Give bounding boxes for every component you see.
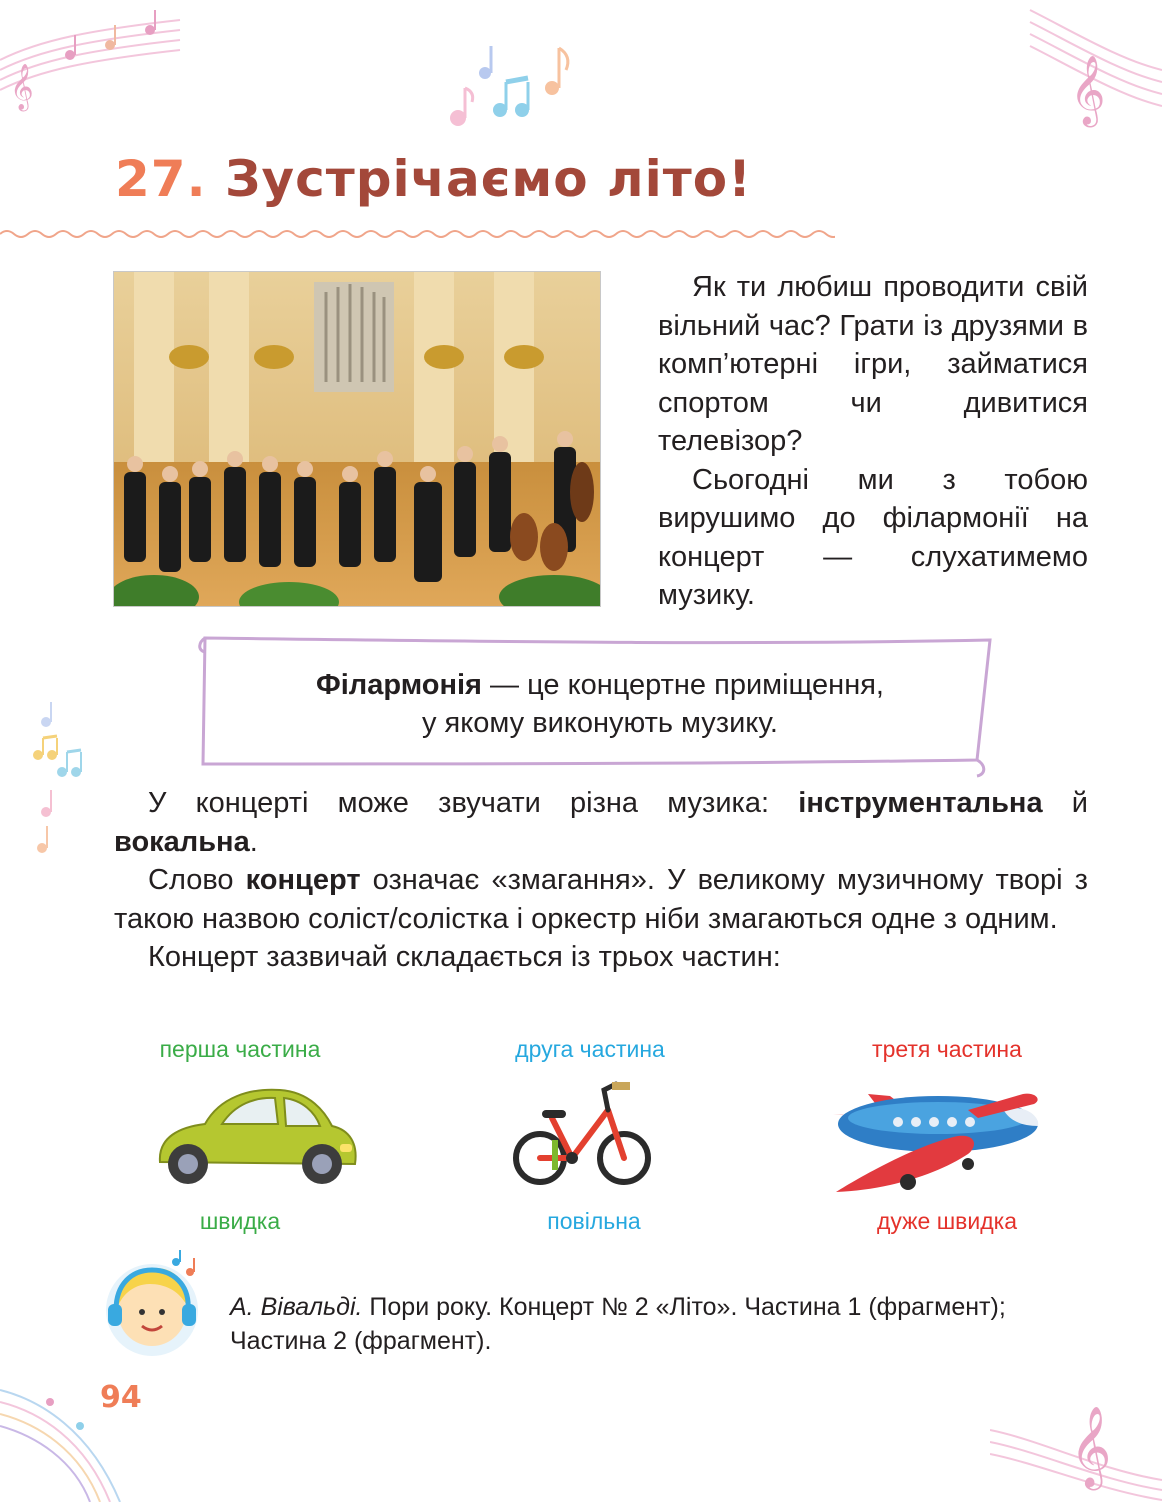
composer-name: А. Вівальді. bbox=[230, 1293, 363, 1321]
term-vocal: вокальна bbox=[114, 825, 250, 858]
bicycle-icon bbox=[512, 1080, 652, 1188]
body-text-run: й bbox=[1042, 787, 1089, 819]
music-swirl-top-right bbox=[1010, 0, 1162, 130]
definition-text bbox=[215, 666, 985, 742]
lesson-number: 27. bbox=[115, 150, 207, 208]
part-2-title: друга частина bbox=[515, 1036, 665, 1062]
body-text-run: Слово bbox=[148, 864, 246, 896]
wavy-divider bbox=[0, 226, 835, 242]
listening-reference bbox=[230, 1290, 1090, 1358]
part-1-title: перша частина bbox=[159, 1036, 321, 1062]
definition-line-1 bbox=[215, 666, 985, 704]
body-text-run: означає «змагання». У великому музичному творі з такою назвою соліст/солістка і оркестр ніби змагаються одне з одним. bbox=[114, 864, 1088, 935]
music-swirl-top-left bbox=[0, 0, 190, 120]
lesson-title bbox=[115, 150, 752, 208]
definition-rest: — це концертне приміщення, bbox=[481, 669, 884, 701]
definition-line-2: у якому виконують музику. bbox=[422, 707, 778, 739]
body-text-run: У концерті може звучати різна музика: bbox=[148, 787, 799, 819]
part-3-title: третя частина bbox=[872, 1036, 1022, 1062]
work-title: Пори року. Концерт № 2 «Літо». Частина 1 (фрагмент); Частина 2 (фрагмент). bbox=[230, 1293, 1006, 1355]
body-text bbox=[114, 784, 1088, 977]
intro-text bbox=[658, 268, 1088, 615]
airplane-icon bbox=[828, 1074, 1046, 1198]
part-1-tempo: швидка bbox=[199, 1208, 281, 1234]
music-swirl-bottom-left bbox=[0, 1330, 180, 1502]
svg-text:𝄞: 𝄞 bbox=[1070, 1405, 1112, 1487]
term-instrumental: інструментальна bbox=[798, 787, 1043, 819]
intro-paragraph-2: Сьогодні ми з тобою вирушимо до філармонії на концерт — слухатимемо музику. bbox=[658, 463, 1088, 611]
svg-text:𝄞: 𝄞 bbox=[1070, 55, 1106, 125]
term-concert: концерт bbox=[245, 864, 361, 896]
body-text-run: . bbox=[249, 825, 258, 858]
music-notes-left bbox=[28, 700, 88, 860]
part-2-tempo: повільна bbox=[547, 1208, 641, 1234]
music-swirl-bottom-right bbox=[990, 1380, 1162, 1502]
body-paragraph-1 bbox=[114, 784, 1088, 861]
body-paragraph-2 bbox=[114, 861, 1088, 938]
definition-term: Філармонія bbox=[316, 669, 482, 701]
body-paragraph-3: Концерт зазвичай складається із трьох частин: bbox=[148, 941, 781, 973]
lesson-title-text: Зустрічаємо літо! bbox=[225, 150, 752, 208]
music-notes-top bbox=[440, 40, 580, 130]
page-number: 94 bbox=[100, 1380, 142, 1415]
orchestra-photo bbox=[113, 271, 601, 607]
svg-text:𝄞: 𝄞 bbox=[10, 64, 34, 110]
part-3-tempo: дуже швидка bbox=[876, 1208, 1018, 1234]
car-icon bbox=[150, 1082, 360, 1194]
intro-paragraph-1: Як ти любиш проводити свій вільний час? Грати із друзями в комп’ютерні ігри, займатися спортом чи дивитися телевізор? bbox=[658, 271, 1088, 457]
